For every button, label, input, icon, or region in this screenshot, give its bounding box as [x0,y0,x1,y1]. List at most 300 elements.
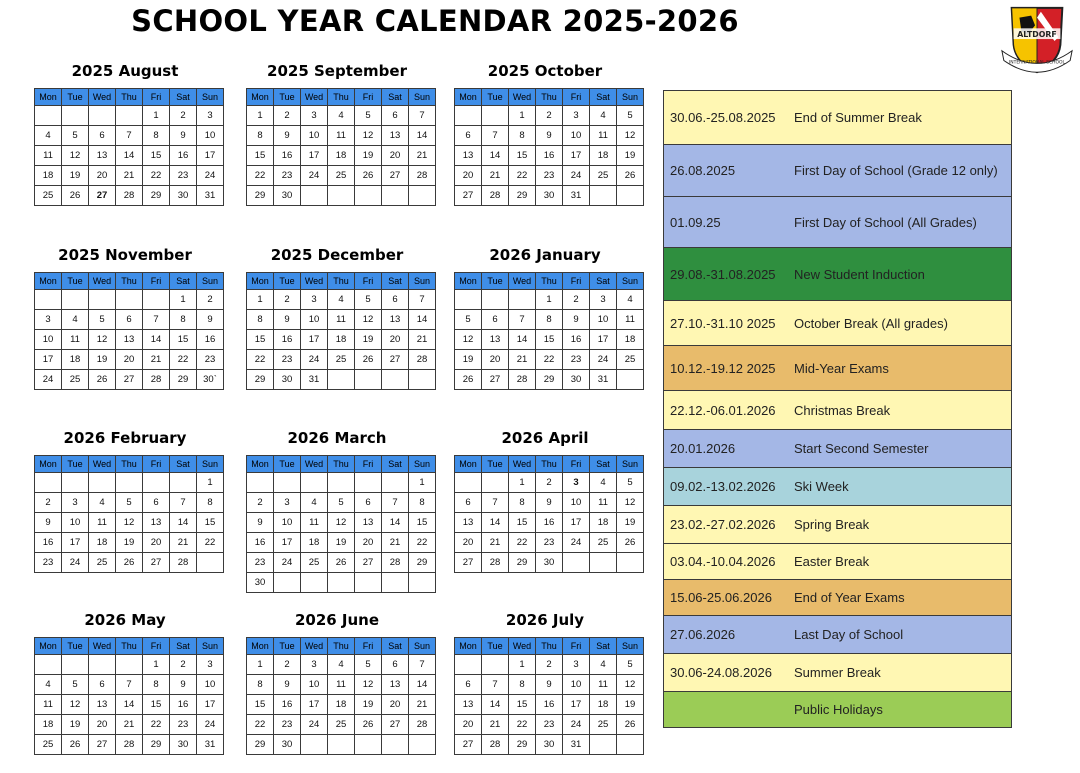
day-cell: 4 [62,310,89,330]
legend-date: 20.01.2026 [664,430,789,468]
day-cell: 30 [274,735,301,755]
day-cell: 24 [301,350,328,370]
week-row [35,675,224,695]
day-cell: 21 [482,166,509,186]
day-cell: 29 [170,370,197,390]
empty-day-cell [89,106,116,126]
weekday-header: Sat [590,456,617,473]
weekday-header: Tue [482,89,509,106]
day-cell: 5 [62,675,89,695]
month-calendar [246,58,428,206]
weekday-header: Tue [62,89,89,106]
day-cell: 2 [247,493,274,513]
day-cell: 5 [455,310,482,330]
day-cell: 11 [590,675,617,695]
weekday-header: Sat [590,273,617,290]
month-title: 2026 January [489,246,601,264]
day-cell: 19 [355,146,382,166]
weekday-header: Tue [274,89,301,106]
weekday-header: Thu [536,638,563,655]
month-title: 2026 March [287,429,387,447]
week-row [247,533,436,553]
weekday-header: Wed [301,273,328,290]
empty-day-cell [355,473,382,493]
month-grid [34,88,224,206]
weekday-header: Wed [509,89,536,106]
day-cell: 11 [301,513,328,533]
weekday-header-row [35,89,224,106]
day-cell: 2 [536,106,563,126]
day-cell: 31 [197,186,224,206]
day-cell: 26 [355,715,382,735]
empty-day-cell [197,553,224,573]
weekday-header: Fri [355,273,382,290]
day-cell: 4 [35,675,62,695]
day-cell: 14 [482,146,509,166]
day-cell: 25 [617,350,644,370]
day-cell: 9 [274,310,301,330]
month-title: 2026 February [63,429,187,447]
weekday-header: Thu [116,638,143,655]
day-cell: 18 [62,350,89,370]
day-cell: 8 [536,310,563,330]
day-cell: 7 [143,310,170,330]
day-cell: 12 [617,675,644,695]
day-cell: 7 [482,493,509,513]
day-cell: 21 [143,350,170,370]
day-cell: 10 [274,513,301,533]
empty-day-cell [89,473,116,493]
day-cell: 10 [301,675,328,695]
weekday-header: Tue [274,273,301,290]
day-cell: 23 [35,553,62,573]
day-cell: 23 [536,166,563,186]
day-cell: 5 [617,655,644,675]
week-row [247,330,436,350]
day-cell: 11 [328,126,355,146]
day-cell: 5 [355,106,382,126]
day-cell: 19 [328,533,355,553]
day-cell: 7 [482,675,509,695]
day-cell: 1 [143,655,170,675]
day-cell: 26 [617,715,644,735]
empty-day-cell [274,473,301,493]
empty-day-cell [382,186,409,206]
day-cell: 11 [617,310,644,330]
weekday-header: Tue [274,638,301,655]
day-cell: 4 [590,655,617,675]
empty-day-cell [590,553,617,573]
day-cell: 6 [382,655,409,675]
month-grid [246,88,436,206]
day-cell: 23 [563,350,590,370]
day-cell: 27 [382,350,409,370]
day-cell: 4 [328,106,355,126]
day-cell: 21 [482,715,509,735]
day-cell: 6 [382,106,409,126]
day-cell: 27 [89,186,116,206]
month-grid [246,637,436,755]
day-cell: 28 [482,735,509,755]
empty-day-cell [455,473,482,493]
legend-row [664,692,1012,728]
day-cell: 10 [301,310,328,330]
empty-day-cell [482,106,509,126]
week-row [455,350,644,370]
month-grid [34,455,224,573]
legend-date: 22.12.-06.01.2026 [664,391,789,430]
day-cell: 3 [301,655,328,675]
day-cell: 31 [590,370,617,390]
day-cell: 28 [116,186,143,206]
day-cell: 2 [170,655,197,675]
weekday-header: Tue [62,456,89,473]
day-cell: 27 [355,553,382,573]
day-cell: 5 [617,473,644,493]
legend-date: 30.06-24.08.2026 [664,654,789,692]
day-cell: 15 [197,513,224,533]
day-cell: 7 [482,126,509,146]
day-cell: 10 [35,330,62,350]
day-cell: 4 [35,126,62,146]
legend-table [663,90,1012,728]
day-cell: 29 [247,186,274,206]
legend-label: Mid-Year Exams [788,346,1012,391]
weekday-header: Wed [509,273,536,290]
weekday-header: Sat [170,273,197,290]
day-cell: 22 [247,350,274,370]
day-cell: 18 [617,330,644,350]
day-cell: 6 [482,310,509,330]
day-cell: 9 [563,310,590,330]
legend-label: End of Summer Break [788,91,1012,145]
day-cell: 15 [247,330,274,350]
day-cell: 9 [170,675,197,695]
day-cell: 13 [355,513,382,533]
day-cell: 19 [62,166,89,186]
empty-day-cell [482,655,509,675]
week-row [35,553,224,573]
day-cell: 22 [536,350,563,370]
weekday-header: Sun [197,638,224,655]
day-cell: 2 [563,290,590,310]
legend-date [664,692,789,728]
day-cell: 8 [143,126,170,146]
weekday-header: Mon [247,89,274,106]
day-cell: 24 [274,553,301,573]
weekday-header: Tue [274,456,301,473]
day-cell: 18 [328,330,355,350]
day-cell: 27 [143,553,170,573]
month-grid [454,637,644,755]
day-cell: 20 [455,715,482,735]
day-cell: 18 [590,146,617,166]
week-row [247,370,436,390]
day-cell: 6 [382,290,409,310]
day-cell: 29 [509,553,536,573]
weekday-header-row [455,273,644,290]
weekday-header: Sat [590,638,617,655]
day-cell: 4 [89,493,116,513]
day-cell: 18 [590,695,617,715]
week-row [247,473,436,493]
day-cell: 21 [409,146,436,166]
weekday-header: Sat [382,638,409,655]
day-cell: 15 [170,330,197,350]
day-cell: 6 [455,493,482,513]
day-cell: 8 [247,675,274,695]
day-cell: 7 [409,655,436,675]
weekday-header-row [35,638,224,655]
day-cell: 6 [89,675,116,695]
legend-label: Easter Break [788,544,1012,580]
month-calendar [246,607,428,755]
legend-date: 10.12.-19.12 2025 [664,346,789,391]
week-row [247,310,436,330]
weekday-header: Sat [590,89,617,106]
weekday-header: Fri [355,638,382,655]
weekday-header: Tue [482,456,509,473]
day-cell: 27 [382,166,409,186]
weekday-header: Sun [409,638,436,655]
weekday-header: Wed [89,89,116,106]
month-grid [454,455,644,573]
day-cell: 2 [536,473,563,493]
weekday-header: Tue [62,638,89,655]
page-title: SCHOOL YEAR CALENDAR 2025-2026 [131,4,739,38]
day-cell: 25 [35,735,62,755]
empty-day-cell [247,473,274,493]
week-row [455,675,644,695]
day-cell: 27 [116,370,143,390]
day-cell: 17 [563,513,590,533]
empty-day-cell [617,553,644,573]
empty-day-cell [455,106,482,126]
empty-day-cell [563,553,590,573]
empty-day-cell [590,735,617,755]
empty-day-cell [382,735,409,755]
day-cell: 11 [35,146,62,166]
week-row [35,186,224,206]
legend-row [664,580,1012,616]
legend-row [664,391,1012,430]
week-row [35,330,224,350]
day-cell: 19 [455,350,482,370]
day-cell: 12 [617,126,644,146]
day-cell: 1 [409,473,436,493]
week-row [455,655,644,675]
day-cell: 20 [455,166,482,186]
day-cell: 21 [482,533,509,553]
day-cell: 26 [116,553,143,573]
day-cell: 18 [590,513,617,533]
day-cell: 12 [355,310,382,330]
week-row [35,370,224,390]
day-cell: 29 [409,553,436,573]
weekday-header: Mon [455,638,482,655]
empty-day-cell [617,370,644,390]
week-row [455,533,644,553]
day-cell: 14 [116,695,143,715]
day-cell: 2 [536,655,563,675]
day-cell: 4 [617,290,644,310]
day-cell: 28 [409,715,436,735]
day-cell: 26 [355,350,382,370]
weekday-header: Tue [62,273,89,290]
day-cell: 19 [116,533,143,553]
day-cell: 26 [89,370,116,390]
week-row [35,126,224,146]
weekday-header-row [247,273,436,290]
day-cell: 24 [563,166,590,186]
day-cell: 30 [247,573,274,593]
day-cell: 12 [355,126,382,146]
weekday-header: Tue [482,638,509,655]
day-cell: 12 [89,330,116,350]
day-cell: 8 [509,126,536,146]
month-grid [34,272,224,390]
weekday-header: Wed [89,273,116,290]
day-cell: 26 [617,533,644,553]
week-row [455,553,644,573]
day-cell: 15 [409,513,436,533]
day-cell: 21 [409,330,436,350]
week-row [35,513,224,533]
day-cell: 28 [170,553,197,573]
day-cell: 9 [197,310,224,330]
week-row [455,695,644,715]
week-row [35,106,224,126]
day-cell: 21 [509,350,536,370]
week-row [455,370,644,390]
day-cell: 10 [197,126,224,146]
day-cell: 26 [355,166,382,186]
day-cell: 2 [170,106,197,126]
day-cell: 10 [563,126,590,146]
day-cell: 10 [563,675,590,695]
empty-day-cell [116,290,143,310]
day-cell: 18 [328,146,355,166]
legend-date: 27.06.2026 [664,616,789,654]
day-cell: 30 [536,186,563,206]
week-row [247,290,436,310]
week-row [247,513,436,533]
weekday-header: Fri [563,89,590,106]
weekday-header: Wed [509,638,536,655]
empty-day-cell [62,106,89,126]
day-cell: 27 [89,735,116,755]
day-cell: 24 [563,533,590,553]
empty-day-cell [328,573,355,593]
empty-day-cell [482,473,509,493]
empty-day-cell [355,186,382,206]
legend-date: 15.06-25.06.2026 [664,580,789,616]
day-cell: 5 [116,493,143,513]
day-cell: 9 [274,126,301,146]
month-calendar [34,242,216,390]
weekday-header: Wed [89,638,116,655]
day-cell: 22 [247,166,274,186]
day-cell: 13 [455,513,482,533]
day-cell: 11 [328,310,355,330]
week-row [455,106,644,126]
weekday-header-row [35,273,224,290]
day-cell: 20 [382,695,409,715]
day-cell: 3 [274,493,301,513]
day-cell: 13 [143,513,170,533]
weekday-header: Sun [617,273,644,290]
week-row [455,290,644,310]
day-cell: 5 [62,126,89,146]
day-cell: 2 [197,290,224,310]
empty-day-cell [35,106,62,126]
weekday-header: Sun [617,89,644,106]
day-cell: 19 [617,695,644,715]
school-crest-logo [998,2,1076,80]
day-cell: 20 [143,533,170,553]
weekday-header-row [247,89,436,106]
legend-label: Last Day of School [788,616,1012,654]
day-cell: 18 [35,715,62,735]
month-title: 2025 August [71,62,179,80]
legend-row [664,145,1012,197]
empty-day-cell [301,735,328,755]
week-row [35,310,224,330]
day-cell: 17 [563,695,590,715]
day-cell: 28 [482,553,509,573]
day-cell: 21 [409,695,436,715]
month-calendar [246,242,428,390]
day-cell: 15 [509,695,536,715]
month-calendar [454,425,636,573]
day-cell: 9 [536,493,563,513]
empty-day-cell [590,186,617,206]
day-cell: 12 [328,513,355,533]
week-row [455,715,644,735]
day-cell: 23 [274,350,301,370]
empty-day-cell [382,370,409,390]
day-cell: 28 [116,735,143,755]
day-cell: 3 [563,655,590,675]
weekday-header: Sun [197,89,224,106]
day-cell: 17 [197,146,224,166]
day-cell: 16 [563,330,590,350]
weekday-header: Fri [563,273,590,290]
day-cell: 6 [455,675,482,695]
month-title: 2026 April [501,429,589,447]
day-cell: 7 [116,126,143,146]
month-calendar [34,607,216,755]
day-cell: 22 [247,715,274,735]
weekday-header: Mon [455,273,482,290]
day-cell: 17 [301,695,328,715]
month-calendar [246,425,428,593]
empty-day-cell [455,655,482,675]
day-cell: 2 [274,655,301,675]
week-row [455,330,644,350]
day-cell: 11 [590,493,617,513]
day-cell: 24 [301,715,328,735]
day-cell: 29 [509,735,536,755]
day-cell: 20 [455,533,482,553]
day-cell: 1 [509,473,536,493]
day-cell: 29 [536,370,563,390]
day-cell: 24 [301,166,328,186]
day-cell: 16 [274,146,301,166]
week-row [247,655,436,675]
empty-day-cell [62,655,89,675]
day-cell: 30 [170,735,197,755]
